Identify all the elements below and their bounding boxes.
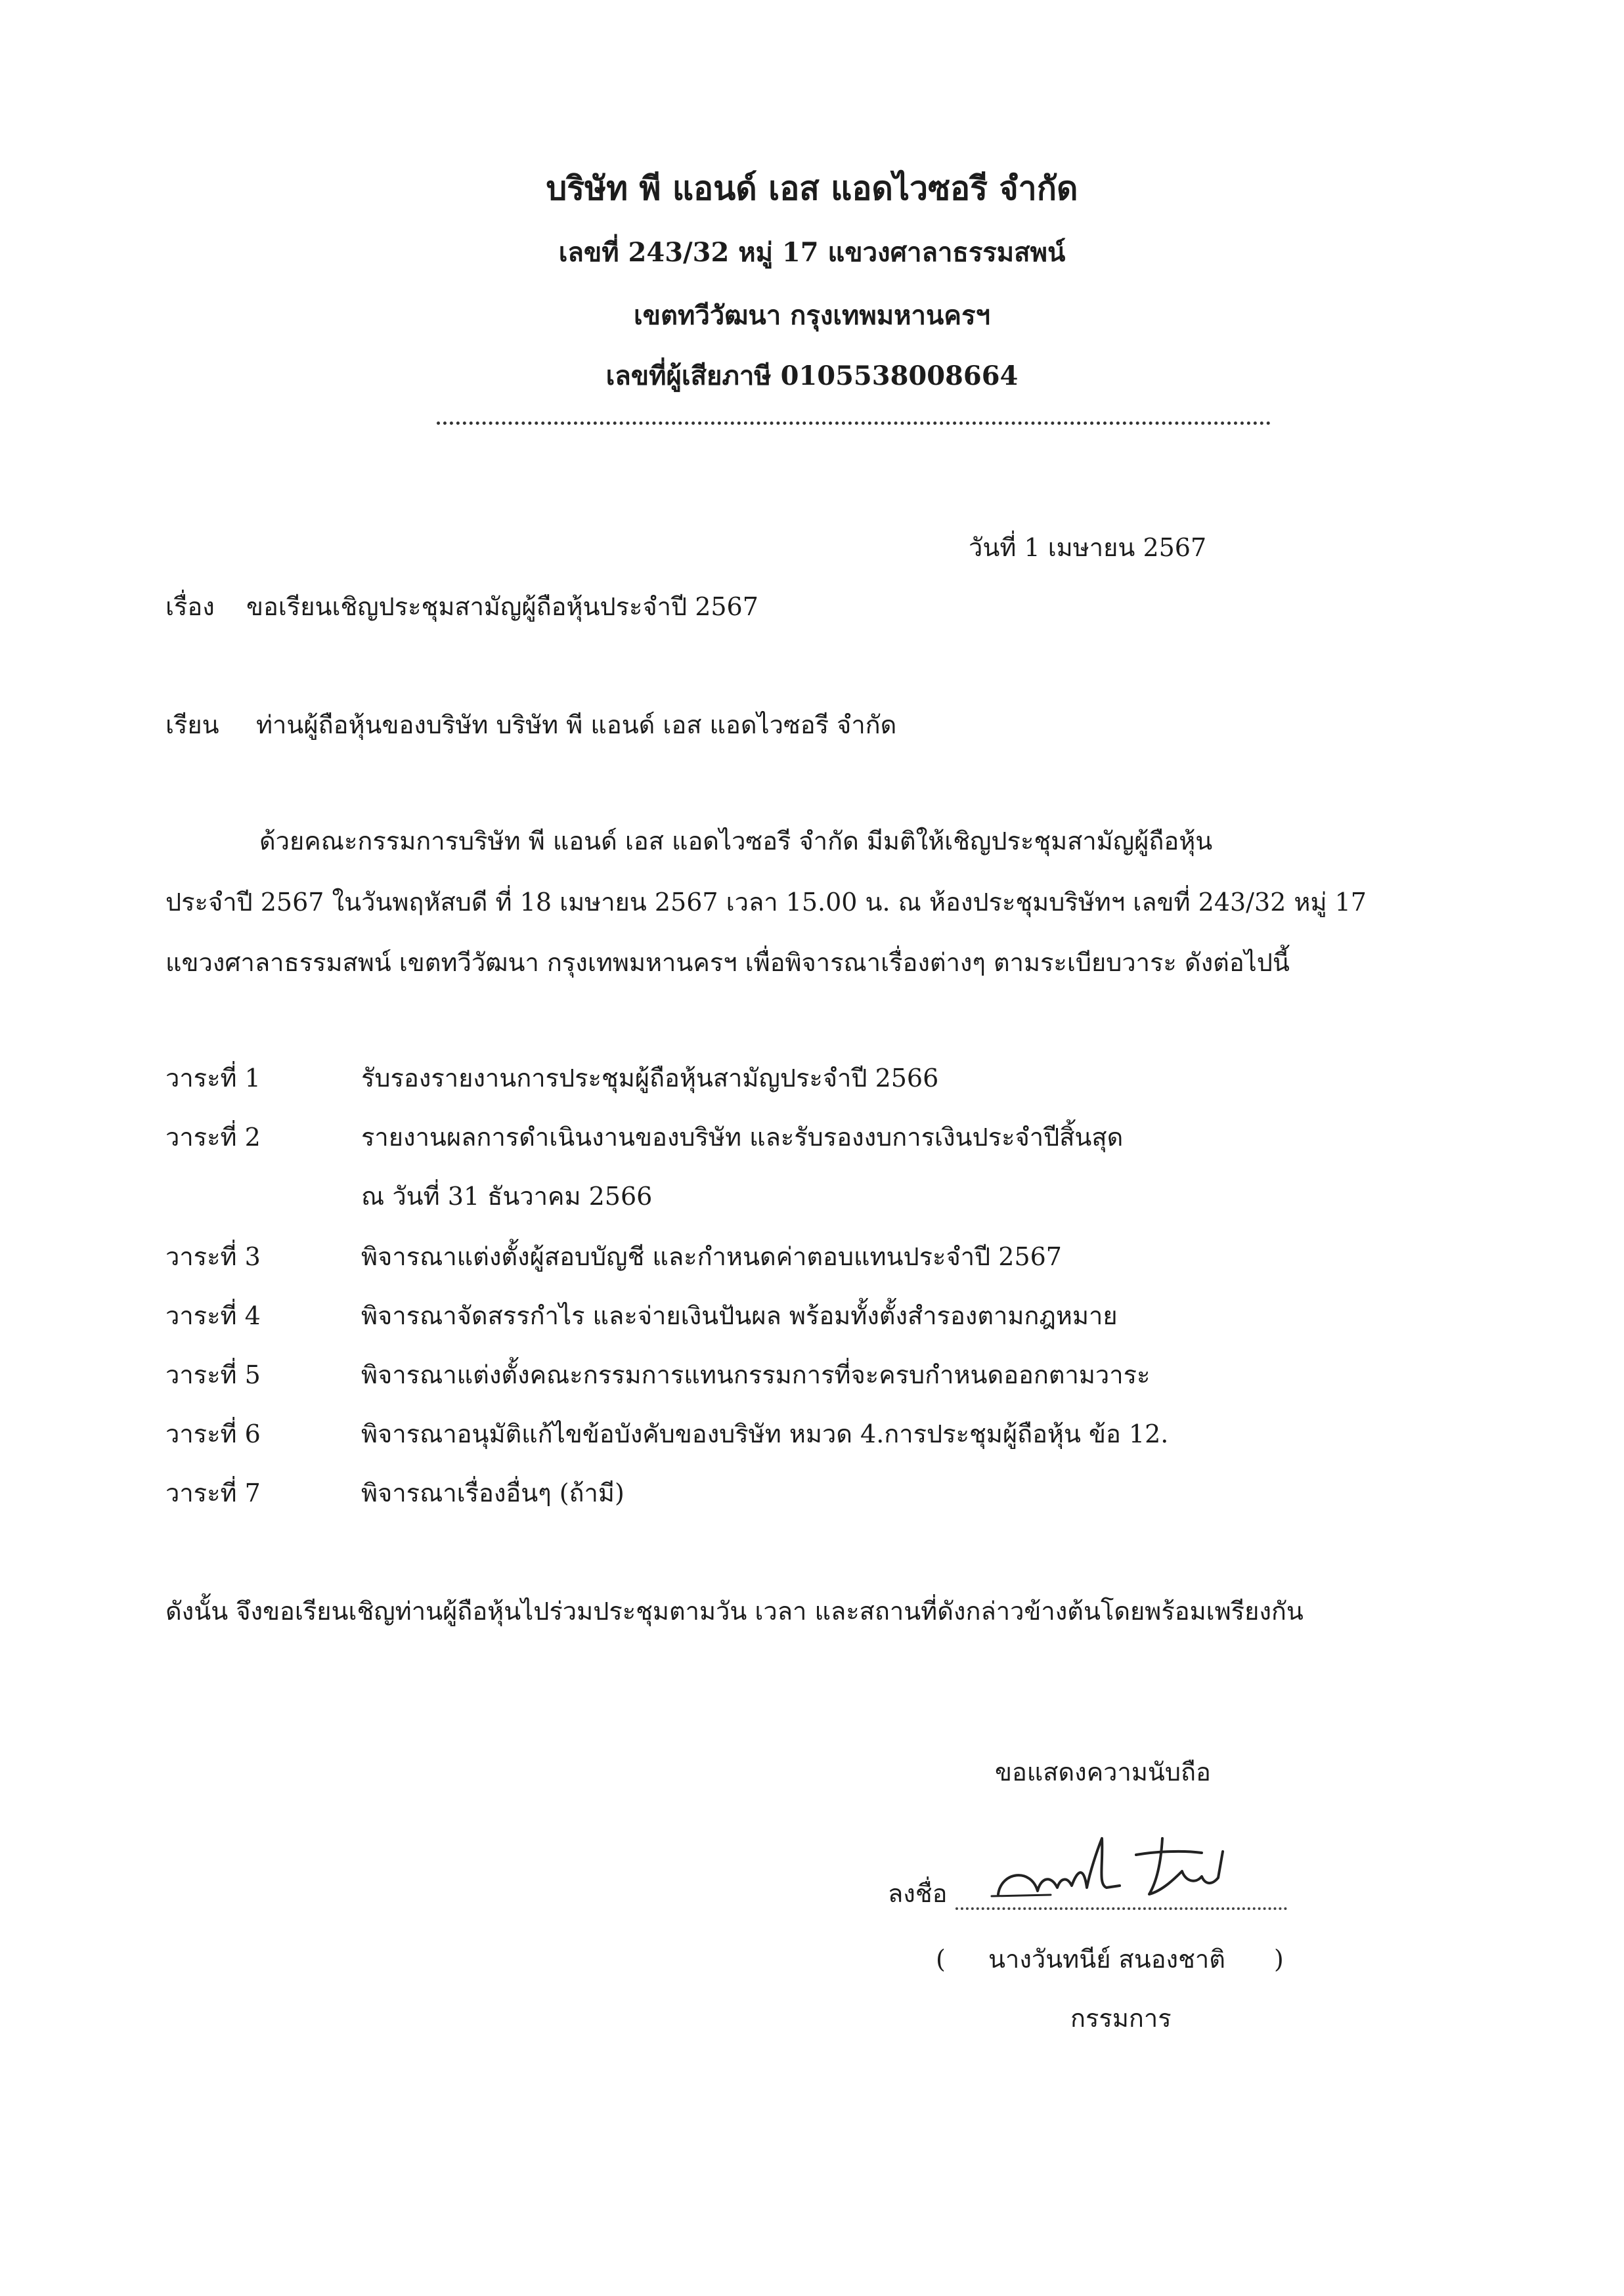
signature-label: ลงชื่อ — [888, 1879, 948, 1908]
recipient-text: ท่านผู้ถือหุ้นของบริษัท บริษัท พี แอนด์ เอส แอดไวซอรี จำกัด — [256, 710, 897, 739]
agenda-item-4-text: พิจารณาจัดสรรกำไร และจ่ายเงินปันผล พร้อมทั้งตั้งสำรองตามกฎหมาย — [361, 1301, 1118, 1330]
subject-label: เรื่อง — [165, 592, 215, 621]
agenda-item-5-text: พิจารณาแต่งตั้งคณะกรรมการแทนกรรมการที่จะครบกำหนดออกตามวาระ — [361, 1360, 1151, 1389]
signer-name-close-paren: ) — [1274, 1945, 1284, 1974]
agenda-item-1-label: วาระที่ 1 — [165, 1064, 261, 1093]
agenda-item-6-label: วาระที่ 6 — [165, 1419, 261, 1448]
agenda-item-4-label: วาระที่ 4 — [165, 1301, 261, 1330]
agenda-item-2-label: วาระที่ 2 — [165, 1123, 261, 1152]
agenda-item-2-text-continued: ณ วันที่ 31 ธันวาคม 2566 — [361, 1182, 653, 1211]
regards-text: ขอแสดงความนับถือ — [995, 1758, 1211, 1787]
body-paragraph-line-3: แขวงศาลาธรรมสพน์ เขตทวีวัฒนา กรุงเทพมหานครฯ เพื่อพิจารณาเรื่องต่างๆ ตามระเบียบวาระ ดังต่อไปนี้ — [165, 948, 1290, 977]
agenda-item-7-text: พิจารณาเรื่องอื่นๆ (ถ้ามี) — [361, 1479, 625, 1507]
signer-position: กรรมการ — [1070, 2004, 1172, 2033]
recipient-label: เรียน — [165, 710, 219, 739]
letter-date: วันที่ 1 เมษายน 2567 — [969, 533, 1207, 562]
company-tax-id: เลขที่ผู้เสียภาษี 0105538008664 — [605, 360, 1019, 391]
agenda-item-7-label: วาระที่ 7 — [165, 1479, 261, 1507]
agenda-item-2-text: รายงานผลการดำเนินงานของบริษัท และรับรองงบการเงินประจำปีสิ้นสุด — [361, 1123, 1124, 1152]
agenda-item-3-label: วาระที่ 3 — [165, 1242, 261, 1271]
signer-name: นางวันทนีย์ สนองชาติ — [988, 1945, 1225, 1974]
handwritten-signature — [985, 1825, 1248, 1911]
agenda-item-1-text: รับรองรายงานการประชุมผู้ถือหุ้นสามัญประจำปี 2566 — [361, 1064, 939, 1093]
subject-text: ขอเรียนเชิญประชุมสามัญผู้ถือหุ้นประจำปี 2567 — [246, 592, 758, 621]
body-paragraph-line-1: ด้วยคณะกรรมการบริษัท พี แอนด์ เอส แอดไวซอรี จำกัด มีมติให้เชิญประชุมสามัญผู้ถือหุ้น — [259, 827, 1213, 856]
closing-paragraph: ดังนั้น จึงขอเรียนเชิญท่านผู้ถือหุ้นไปร่วมประชุมตามวัน เวลา และสถานที่ดังกล่าวข้างต้นโดยพร้อมเพรียงกัน — [165, 1597, 1304, 1626]
company-name: บริษัท พี แอนด์ เอส แอดไวซอรี จำกัด — [546, 169, 1078, 207]
agenda-item-6-text: พิจารณาอนุมัติแก้ไขข้อบังคับของบริษัท หมวด 4.การประชุมผู้ถือหุ้น ข้อ 12. — [361, 1419, 1169, 1448]
body-paragraph-line-2: ประจำปี 2567 ในวันพฤหัสบดี ที่ 18 เมษายน 2567 เวลา 15.00 น. ณ ห้องประชุมบริษัทฯ เลขที่ 243/32 หมู่ 17 — [165, 888, 1367, 917]
header-dotted-divider — [437, 422, 1271, 425]
agenda-item-5-label: วาระที่ 5 — [165, 1360, 261, 1389]
signature-dotted-line — [955, 1907, 1287, 1910]
company-address-line-1: เลขที่ 243/32 หมู่ 17 แขวงศาลาธรรมสพน์ — [558, 237, 1066, 268]
signer-name-open-paren: ( — [936, 1945, 946, 1974]
company-address-line-2: เขตทวีวัฒนา กรุงเทพมหานครฯ — [633, 300, 991, 331]
agenda-item-3-text: พิจารณาแต่งตั้งผู้สอบบัญชี และกำหนดค่าตอบแทนประจำปี 2567 — [361, 1242, 1062, 1271]
